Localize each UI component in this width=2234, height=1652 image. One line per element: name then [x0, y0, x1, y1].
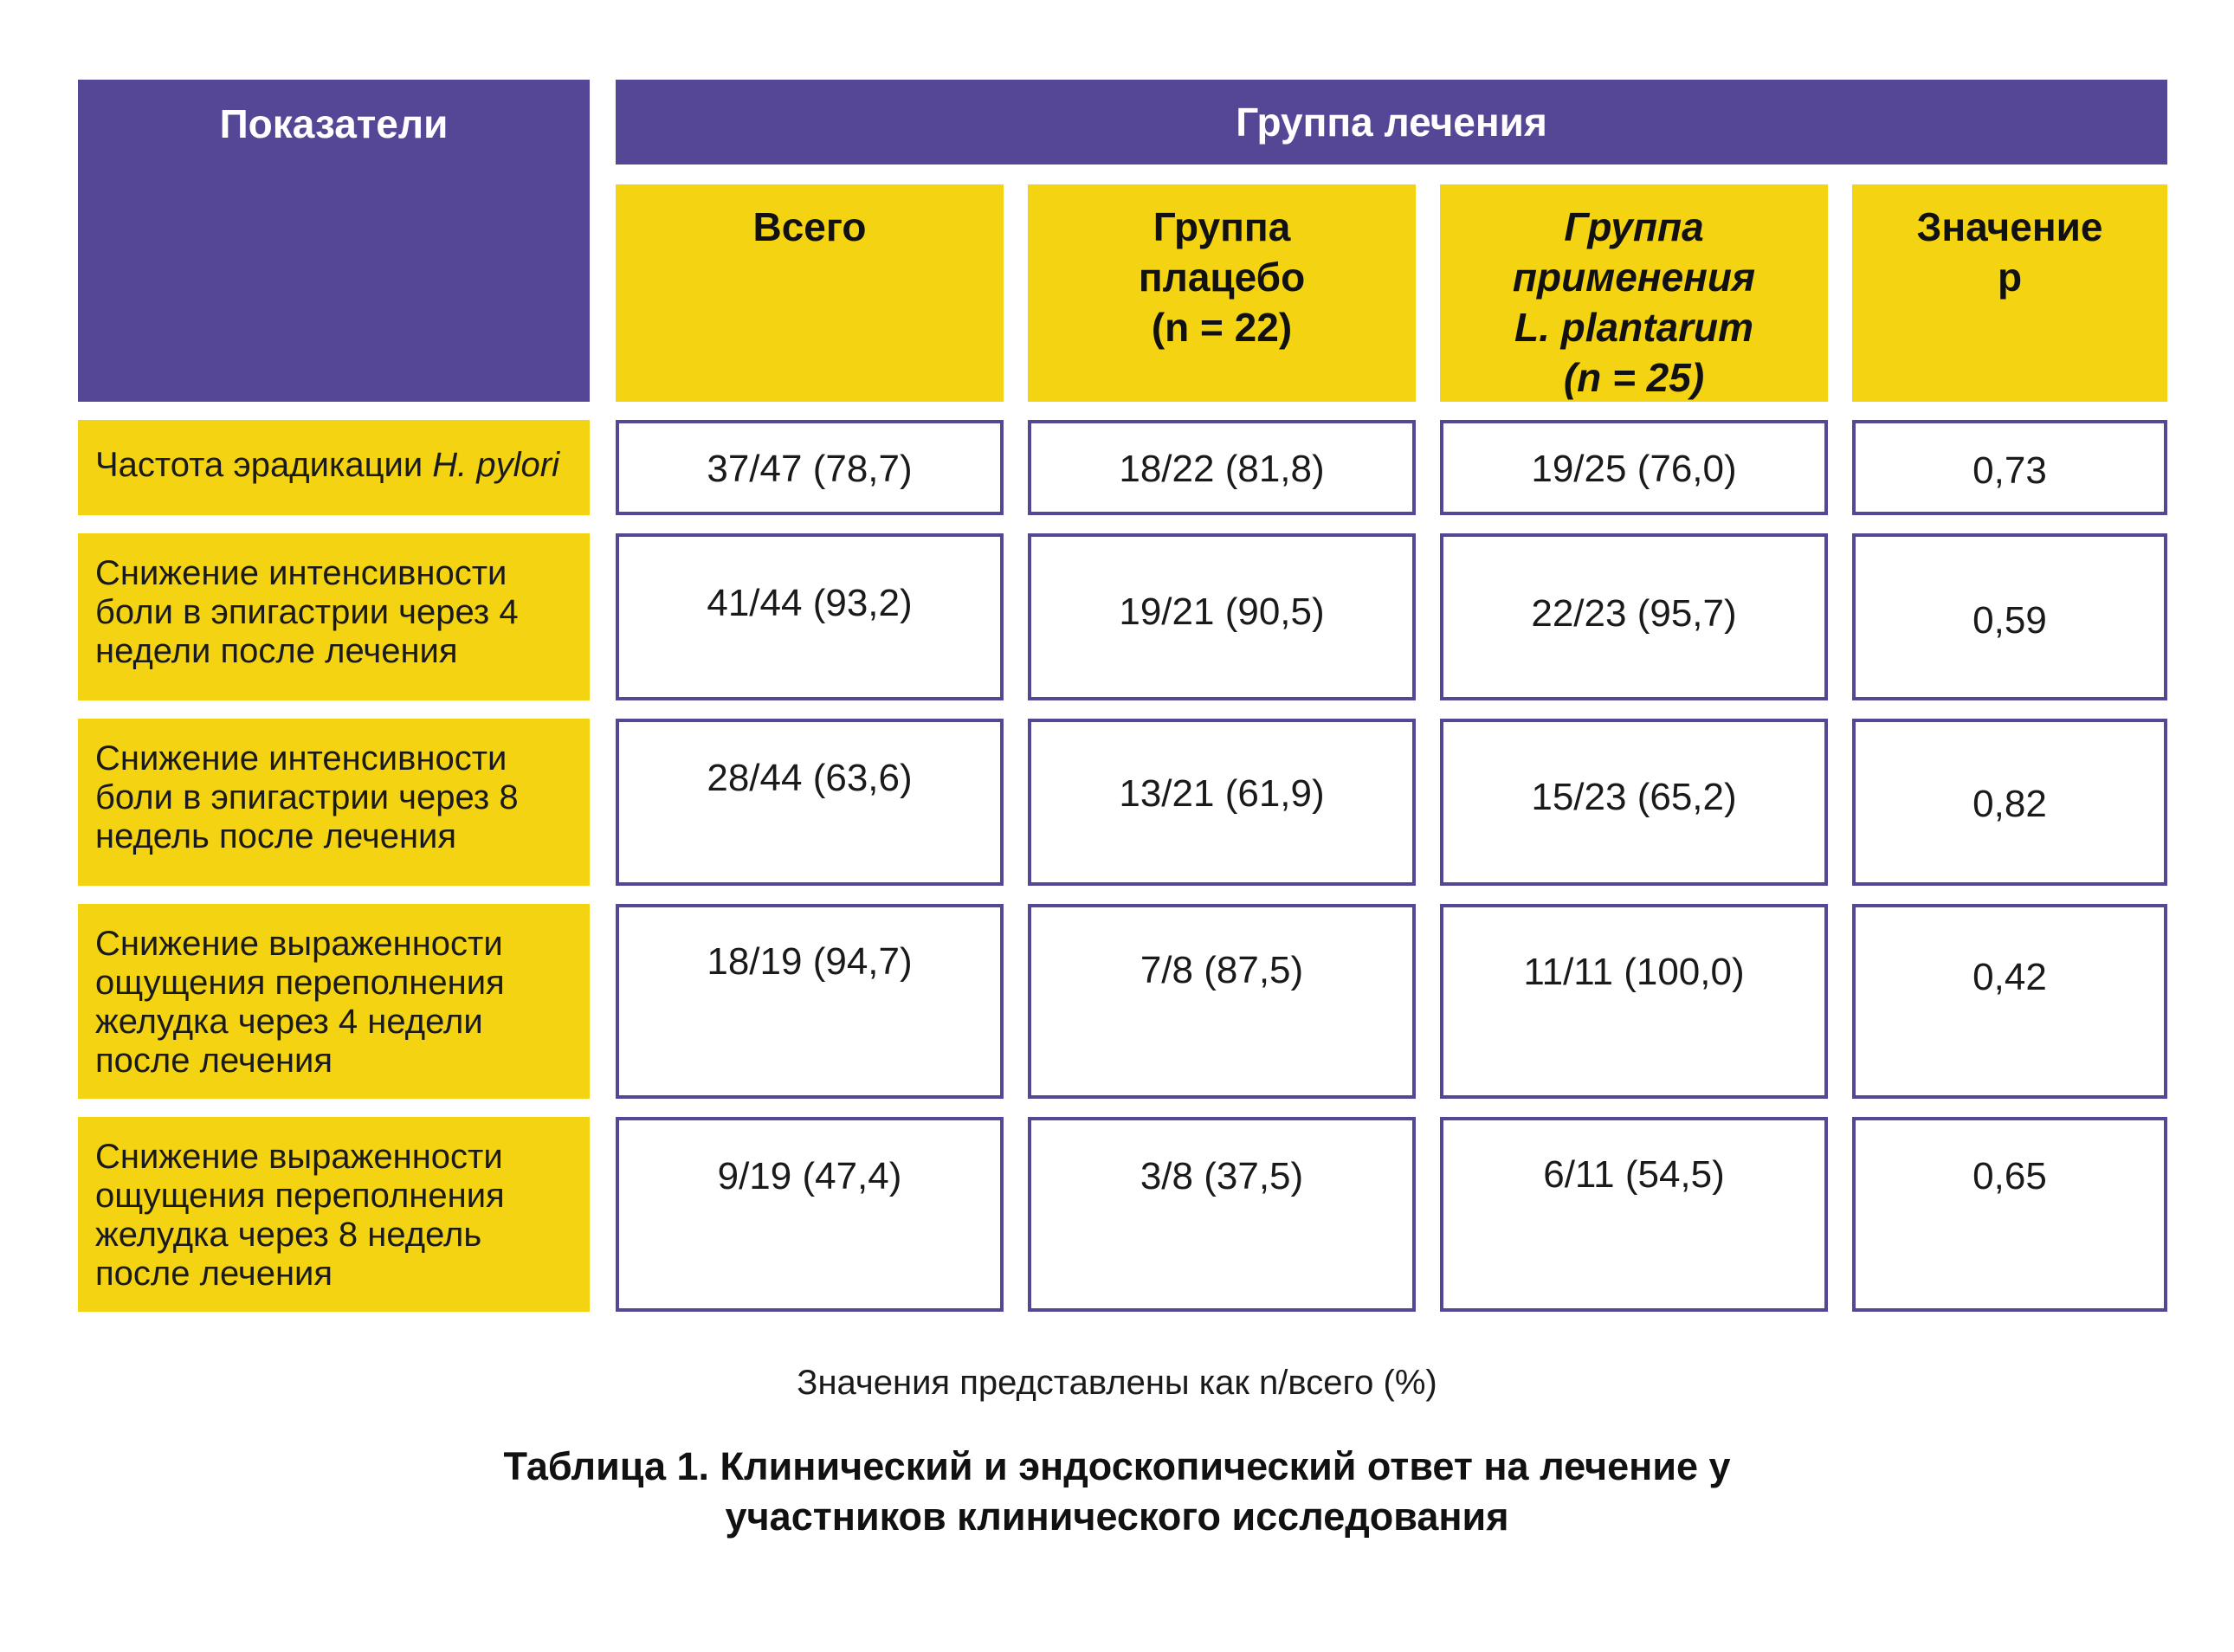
row-label-fullness-8w: [78, 1117, 590, 1312]
column-header-plantarum-line: L. plantarum: [1514, 305, 1754, 350]
table-cell-total: [616, 1117, 1004, 1312]
column-header-plantarum: [1440, 184, 1828, 402]
cell-value: 19/25 (76,0): [1531, 448, 1737, 490]
column-header-pvalue: [1852, 184, 2167, 402]
table-cell-total: [616, 904, 1004, 1099]
row-label-line: желудка через 8 недель: [95, 1216, 482, 1254]
table-caption: [0, 1442, 2234, 1554]
table-cell-pvalue: [1852, 1117, 2167, 1312]
cell-value: 13/21 (61,9): [1119, 772, 1325, 815]
row-label-line: желудка через 4 недели: [95, 1003, 483, 1041]
row-label-line: Снижение выраженности: [95, 1138, 503, 1176]
cell-value: 0,73: [1973, 449, 2047, 492]
indicators-header: [78, 80, 590, 402]
column-header-pvalue-line: p: [1997, 255, 2023, 300]
column-header-placebo-line: плацебо: [1138, 255, 1306, 300]
table-cell-total: [616, 533, 1004, 700]
table-cell-placebo: [1028, 719, 1416, 886]
treatment-group-label: Группа лечения: [1236, 100, 1547, 145]
column-header-total: [616, 184, 1004, 402]
column-header-plantarum-line: Группа: [1564, 204, 1704, 249]
row-label-pain-4w: [78, 533, 590, 700]
table-cell-placebo: [1028, 1117, 1416, 1312]
table-cell-plantarum: [1440, 533, 1828, 700]
row-label-line: после лечения: [95, 1255, 333, 1293]
column-header-plantarum-line: применения: [1512, 255, 1756, 300]
table-cell-total: [616, 420, 1004, 515]
table-cell-placebo: [1028, 533, 1416, 700]
cell-value: 0,42: [1973, 956, 2047, 998]
caption-line: участников клинического исследования: [725, 1494, 1509, 1539]
column-header-pvalue-line: Значение: [1916, 204, 2103, 249]
row-label-line: боли в эпигастрии через 8: [95, 778, 519, 816]
table-cell-pvalue: [1852, 904, 2167, 1099]
row-label-line: недели после лечения: [95, 632, 458, 670]
column-header-placebo-line: Группа: [1153, 204, 1291, 249]
cell-value: 18/22 (81,8): [1119, 448, 1325, 490]
table-cell-pvalue: [1852, 420, 2167, 515]
row-label-fullness-4w: [78, 904, 590, 1099]
row-label-line: боли в эпигастрии через 4: [95, 593, 519, 631]
indicators-header-label: Показатели: [219, 101, 449, 146]
cell-value: 3/8 (37,5): [1140, 1155, 1304, 1197]
table-cell-plantarum: [1440, 420, 1828, 515]
row-label-line: Частота эрадикации: [95, 446, 433, 484]
column-header-total-line: Всего: [752, 204, 867, 249]
row-label-line: ощущения переполнения: [95, 964, 505, 1002]
table-cell-plantarum: [1440, 1117, 1828, 1312]
table-cell-plantarum: [1440, 719, 1828, 886]
row-label-line: недель после лечения: [95, 817, 457, 855]
row-label-italic: H. pylori: [432, 446, 559, 484]
column-header-placebo-line: (n = 22): [1151, 305, 1293, 350]
cell-value: 0,65: [1973, 1155, 2047, 1197]
treatment-group-header: [616, 80, 2167, 165]
table-cell-placebo: [1028, 420, 1416, 515]
cell-value: 7/8 (87,5): [1140, 949, 1304, 991]
cell-value: 19/21 (90,5): [1119, 590, 1325, 633]
table-footnote: [0, 1364, 2234, 1416]
column-header-placebo: [1028, 184, 1416, 402]
table-cell-pvalue: [1852, 533, 2167, 700]
row-label-line: Снижение интенсивности: [95, 739, 507, 778]
cell-value: 15/23 (65,2): [1531, 776, 1737, 818]
cell-value: 18/19 (94,7): [707, 940, 913, 983]
cell-value: 0,59: [1973, 599, 2047, 642]
cell-value: 41/44 (93,2): [707, 582, 913, 624]
table-cell-placebo: [1028, 904, 1416, 1099]
cell-value: 22/23 (95,7): [1531, 592, 1737, 635]
cell-value: 28/44 (63,6): [707, 757, 913, 799]
cell-value: 0,82: [1973, 783, 2047, 825]
row-label-line: ощущения переполнения: [95, 1177, 505, 1215]
cell-value: 6/11 (54,5): [1543, 1153, 1725, 1196]
cell-value: 37/47 (78,7): [707, 448, 913, 490]
table-cell-pvalue: [1852, 719, 2167, 886]
row-label-line: Снижение выраженности: [95, 925, 503, 963]
footnote-text: Значения представлены как n/всего (%): [797, 1364, 1437, 1402]
row-label-line: Снижение интенсивности: [95, 554, 507, 592]
table-cell-plantarum: [1440, 904, 1828, 1099]
cell-value: 9/19 (47,4): [717, 1155, 902, 1197]
row-label-line: после лечения: [95, 1042, 333, 1080]
row-label-eradication: [78, 420, 590, 515]
row-label-pain-8w: [78, 719, 590, 886]
column-header-plantarum-line: (n = 25): [1563, 355, 1705, 400]
cell-value: 11/11 (100,0): [1523, 951, 1745, 993]
table-cell-total: [616, 719, 1004, 886]
caption-line: Таблица 1. Клинический и эндоскопический ответ на лечение у: [503, 1444, 1731, 1488]
